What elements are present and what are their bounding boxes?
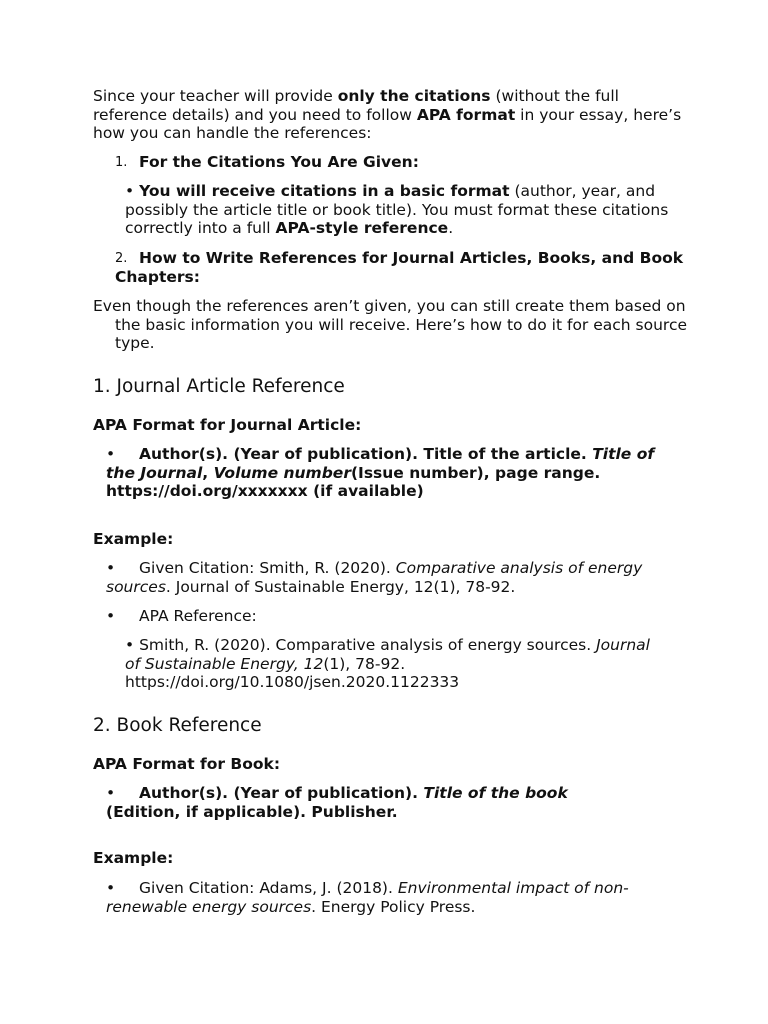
- journal-format-italic-2: Volume number: [213, 463, 351, 482]
- journal-ref-doi: https://doi.org/10.1080/jsen.2020.1122333: [125, 673, 460, 691]
- journal-format-label: APA Format for Journal Article:: [93, 416, 362, 434]
- journal-given-part-a: Given Citation: Smith, R. (2020).: [139, 559, 396, 577]
- book-given-citation: [106, 879, 671, 916]
- bullet-glyph: •: [106, 879, 116, 897]
- bullet-glyph: •: [106, 445, 116, 463]
- source-intro-paragraph: Even though the references aren’t given, you can still create them based on the basic information you will receive. Here’s how to do it for each source type.: [93, 297, 688, 352]
- list-item-1-text-2: .: [448, 219, 454, 237]
- list-item-1-title: [139, 153, 699, 172]
- bullet-glyph: •: [106, 559, 116, 577]
- list-item-2-title-text: How to Write References for Journal Articles, Books, and Book Chapters:: [115, 249, 684, 286]
- journal-example-label: Example:: [93, 530, 174, 548]
- list-item-1-bullet-paragraph: [125, 182, 685, 238]
- list-number-2: 2.: [115, 251, 128, 266]
- bullet-glyph: •: [106, 784, 116, 802]
- journal-apa-label: APA Reference:: [139, 607, 257, 625]
- book-format-text: [106, 784, 646, 821]
- intro-text-2: (without the full reference details) and you need to follow: [93, 87, 619, 124]
- book-format-label: APA Format for Book:: [93, 755, 281, 773]
- book-given-part-a: Given Citation: Adams, J. (2018).: [139, 879, 398, 897]
- list-item-1-title-text: For the Citations You Are Given:: [139, 153, 419, 171]
- book-format-italic: Title of the book: [423, 784, 568, 802]
- journal-format-part-c: (Issue number), page range. https://doi.org/xxxxxxx (if available): [106, 463, 601, 500]
- journal-format-part-b: ,: [202, 463, 214, 482]
- journal-given-part-b: . Journal of Sustainable Energy, 12(1), 78-92.: [165, 577, 516, 596]
- bullet-glyph: •: [106, 607, 116, 625]
- journal-ref-part-b: (1), 78-92.: [323, 654, 406, 673]
- journal-format-italic-1: Title of the Journal: [106, 445, 655, 482]
- intro-paragraph: [93, 87, 683, 143]
- intro-bold-2: APA format: [416, 105, 516, 124]
- journal-heading: 1. Journal Article Reference: [93, 376, 345, 397]
- book-format-part-a: Author(s). (Year of publication).: [139, 784, 424, 802]
- book-given-part-b: . Energy Policy Press.: [311, 897, 476, 916]
- journal-apa-reference: [125, 636, 665, 692]
- book-heading: 2. Book Reference: [93, 715, 262, 736]
- journal-format-text: [106, 445, 681, 501]
- journal-format-part-a: Author(s). (Year of publication). Title of the article.: [139, 445, 593, 463]
- list-item-1-text: (author, year, and possibly the article title or book title). You must format these citations correctly into a full: [125, 182, 669, 237]
- book-given-italic: Environmental impact of non-renewable energy sources: [106, 879, 629, 916]
- list-item-1-bold-2: APA-style reference: [275, 219, 449, 237]
- journal-ref-italic: Journal of Sustainable Energy, 12: [125, 636, 650, 673]
- list-number-1: 1.: [115, 155, 128, 170]
- intro-text-1: Since your teacher will provide: [93, 87, 338, 105]
- list-item-2-title: [115, 249, 685, 286]
- bullet-glyph: •: [125, 636, 135, 654]
- journal-given-citation: [106, 559, 666, 596]
- journal-given-italic: Comparative analysis of energy sources: [106, 559, 643, 596]
- intro-text-3: in your essay, here’s how you can handle the references:: [93, 105, 682, 142]
- bullet-glyph: •: [125, 182, 135, 200]
- intro-bold-1: only the citations: [337, 87, 491, 105]
- book-example-label: Example:: [93, 849, 174, 867]
- list-item-1-bold: You will receive citations in a basic format: [139, 182, 510, 200]
- journal-ref-part-a: Smith, R. (2020). Comparative analysis of energy sources.: [139, 636, 597, 654]
- book-format-part-b: (Edition, if applicable). Publisher.: [106, 802, 398, 821]
